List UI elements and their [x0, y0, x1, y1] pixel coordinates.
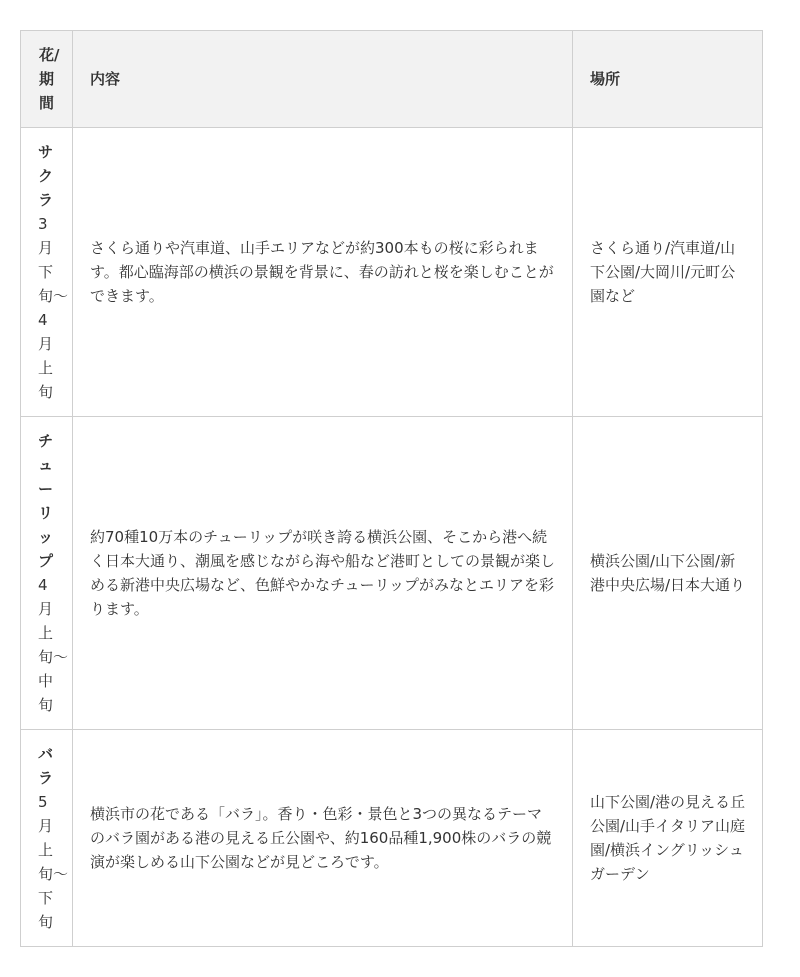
- table-row: [21, 128, 763, 417]
- flower-period-stack: [38, 742, 69, 934]
- header-place-label: 場所: [590, 70, 621, 88]
- content-cell: さくら通りや汽車道、山手エリアなどが約300本もの桜に彩られます。都心臨海部の横浜の景観を背景に、春の訪れと桜を楽しむことができます。: [73, 128, 573, 417]
- header-content: [73, 31, 573, 128]
- flower-period-stack: [38, 140, 69, 404]
- header-place: [573, 31, 763, 128]
- place-cell: 横浜公園/山下公園/新港中央広場/日本大通り: [573, 417, 763, 730]
- flower-period: 4月上旬〜中旬: [38, 576, 69, 714]
- table-body: [21, 128, 763, 947]
- table-header: [21, 31, 763, 128]
- flower-table: [20, 30, 763, 947]
- content-cell: 約70種10万本のチューリップが咲き誇る横浜公園、そこから港へ続く日本大通り、潮風を感じながら海や船など港町としての景観が楽しめる新港中央広場など、色鮮やかなチューリップがみなとエリアを彩ります。: [73, 417, 573, 730]
- flower-name: チューリップ: [38, 432, 54, 570]
- flower-period-cell: [21, 128, 73, 417]
- header-content-label: 内容: [90, 70, 121, 88]
- header-flower-period-label: 花/期間: [39, 46, 60, 112]
- header-row: [21, 31, 763, 128]
- flower-period-cell: [21, 417, 73, 730]
- flower-period: 3月下旬〜4月上旬: [38, 215, 69, 401]
- flower-period: 5月上旬〜下旬: [38, 793, 69, 931]
- flower-period-stack: [38, 429, 69, 717]
- table-row: [21, 730, 763, 947]
- header-flower-period: [21, 31, 73, 128]
- content-cell: 横浜市の花である「バラ」。香り・色彩・景色と3つの異なるテーマのバラ園がある港の見える丘公園や、約160品種1,900株のバラの競演が楽しめる山下公園などが見どころです。: [73, 730, 573, 947]
- table-row: [21, 417, 763, 730]
- flower-name: サクラ: [38, 143, 54, 209]
- place-cell: さくら通り/汽車道/山下公園/大岡川/元町公園など: [573, 128, 763, 417]
- flower-period-cell: [21, 730, 73, 947]
- place-cell: 山下公園/港の見える丘公園/山手イタリア山庭園/横浜イングリッシュガーデン: [573, 730, 763, 947]
- flower-name: バラ: [38, 745, 54, 787]
